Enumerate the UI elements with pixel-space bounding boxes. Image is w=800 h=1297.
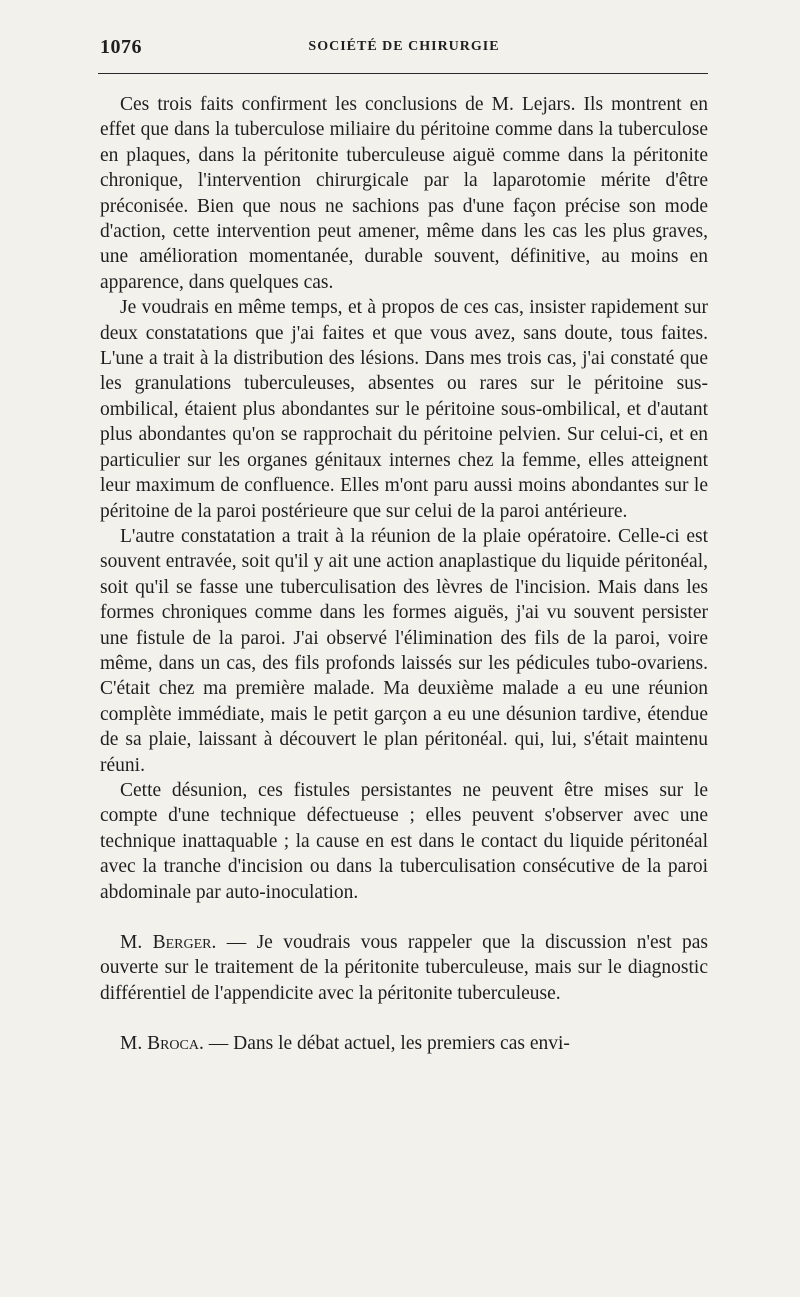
speaker-name: M. Broca. [120,1033,204,1055]
paragraph: Ces trois faits confirment les conclusions de M. Lejars. Ils montrent en effet que dans la tuberculose miliaire du péritoine comme dans la tuberculose en plaques, dans la péritonite tuberculeuse aiguë comme dans la péritonite chronique, l'intervention chirurgicale par la laparotomie mérite d'être préconisée. Bien que nous ne sachions pas d'une façon précise son mode d'action, cette intervention peut amener, même dans les cas les plus graves, une amélioration momentanée, durable souvent, définitive, au moins en apparence, dans quelques cas. [100,94,708,293]
paragraph: Cette désunion, ces fistules persistantes ne peuvent être mises sur le compte d'une technique défectueuse ; elles peuvent s'observer avec une technique inattaquable ; la cause en est dans le contact du liquide péritonéal avec la tranche d'incision ou dans la tuberculisation consécutive de la paroi abdominale par auto-inoculation. [100,779,708,903]
running-title: SOCIÉTÉ DE CHIRURGIE [308,39,500,54]
speech-text: — Dans le débat actuel, les premiers cas envi- [203,1033,570,1055]
paragraph: Je voudrais en même temps, et à propos de ces cas, insister rapidement sur deux constatations que j'ai faites et que vous avez, sans doute, tous faites. L'une a trait à la distribution des lésions. Dans mes trois cas, j'ai constaté que les granulations tuberculeuses, absentes ou rares sur le péritoine sus-ombilical, étaient plus abondantes sur le péritoine sous-ombilical, et d'autant plus abondantes qu'on se rapprochait du péritoine pelvien. Sur celui-ci, et en particulier sur les organes génitaux internes chez la femme, elles atteignent leur maximum de confluence. Elles m'ont paru aussi moins abondantes sur le péritoine de la paroi postérieure que sur celui de la paroi antérieure. [100,297,708,522]
speech-berger [100,930,708,1006]
page-header [100,36,708,60]
speech-broca [100,1031,708,1056]
page-number: 1076 [100,36,142,58]
paragraph: L'autre constatation a trait à la réunion de la plaie opératoire. Celle-ci est souvent entravée, soit qu'il y ait une action anaplastique du liquide péritonéal, soit qu'il se fasse une tuberculisation des lèvres de l'incision. Mais dans les formes chroniques comme dans les formes aiguës, j'ai vu souvent persister une fistule de la paroi. J'ai observé l'élimination des fils de la paroi, voire même, dans un cas, des fils profonds laissés sur les pédicules tubo-ovariens. C'était chez ma première malade. Ma deuxième malade a eu une réunion complète immédiate, mais le petit garçon a eu une désunion tardive, étendue de sa plaie, laissant à découvert le plan péritonéal. qui, lui, s'était maintenu réuni. [100,525,708,776]
speaker-name: M. Berger. [120,932,217,953]
header-rule [98,73,708,74]
body-text [100,92,708,1057]
speech-text: — Je voudrais vous rappeler que la discussion n'est pas ouverte sur le traitement de la péritonite tuberculeuse, mais sur le diagnostic différentiel de l'appendicite avec la péritonite tuberculeuse. [100,932,708,1004]
